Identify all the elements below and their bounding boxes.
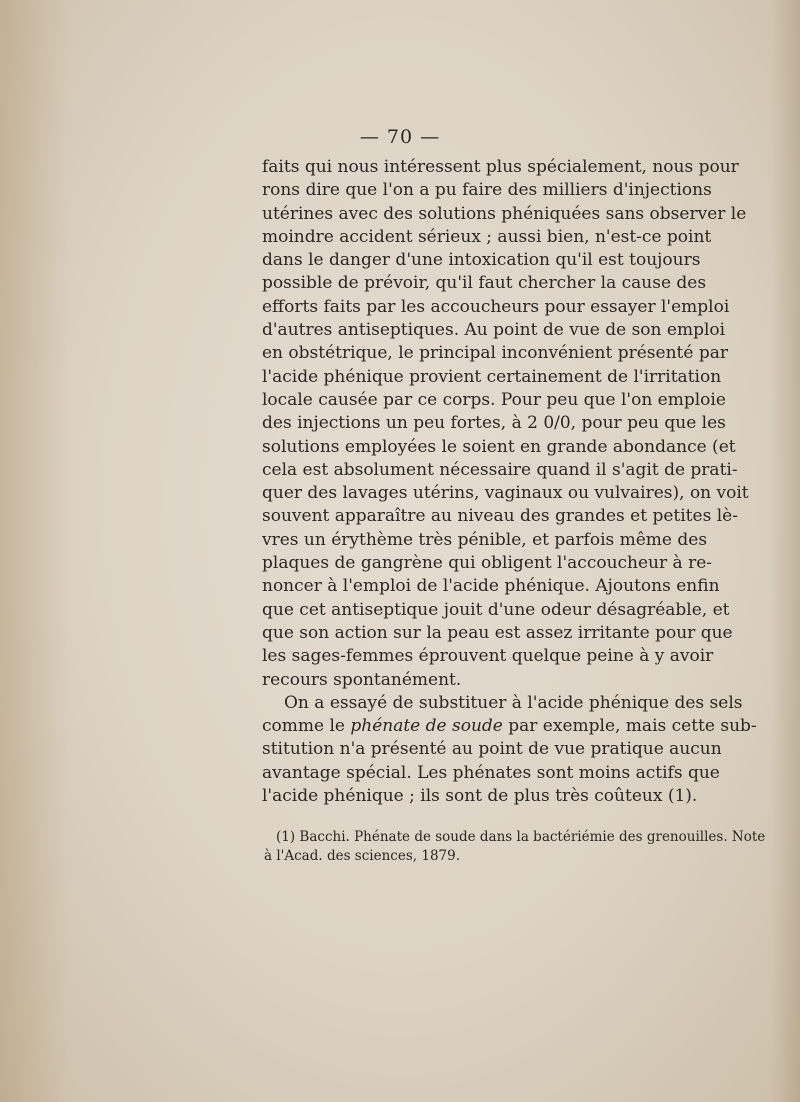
text-line: avantage spécial. Les phénates sont moins actifs que bbox=[262, 762, 720, 783]
text-line: locale causée par ce corps. Pour peu que l'on emploie bbox=[262, 389, 726, 410]
text-line: solutions employées le soient en grande abondance (et bbox=[262, 436, 736, 457]
text-line: recours spontanément. bbox=[262, 669, 462, 690]
text-line: efforts faits par les accoucheurs pour essayer l'emploi bbox=[262, 296, 730, 317]
footnote-line: (1) Bacchi. Phénate de soude dans la bactériémie des grenouilles. Note bbox=[276, 829, 766, 845]
text-line: noncer à l'emploi de l'acide phénique. Ajoutons enfin bbox=[262, 576, 720, 597]
text-line: vres un érythème très pénible, et parfois même des bbox=[262, 529, 708, 550]
text-line: d'autres antiseptiques. Au point de vue de son emploi bbox=[262, 320, 726, 341]
text-line: que cet antiseptique jouit d'une odeur désagréable, et bbox=[262, 599, 730, 620]
text-line bbox=[262, 715, 757, 738]
text-line: cela est absolument nécessaire quand il s'agit de prati- bbox=[262, 459, 738, 480]
page-edge-shadow-left bbox=[0, 0, 70, 1102]
text-line: quer des lavages utérins, vaginaux ou vulvaires), on voit bbox=[262, 483, 749, 504]
footnote-line: à l'Acad. des sciences, 1879. bbox=[264, 848, 461, 864]
text-line: On a essayé de substituer à l'acide phénique des sels bbox=[284, 692, 743, 713]
body-text bbox=[262, 156, 757, 808]
text-fragment: par exemple, mais cette sub- bbox=[502, 716, 757, 737]
footnote bbox=[264, 828, 766, 866]
italic-term: phénate de soude bbox=[350, 716, 503, 737]
text-line: les sages-femmes éprouvent quelque peine à y avoir bbox=[262, 646, 714, 667]
text-line: possible de prévoir, qu'il faut chercher la cause des bbox=[262, 273, 707, 294]
text-line: des injections un peu fortes, à 2 0/0, pour peu que les bbox=[262, 413, 726, 434]
text-line: en obstétrique, le principal inconvénient présenté par bbox=[262, 343, 728, 364]
page-number: — 70 — bbox=[359, 126, 441, 148]
text-line: l'acide phénique ; ils sont de plus très coûteux (1). bbox=[262, 786, 698, 807]
text-line: plaques de gangrène qui obligent l'accoucheur à re- bbox=[262, 553, 713, 574]
text-line: faits qui nous intéressent plus spécialement, nous pour bbox=[262, 157, 739, 177]
text-line: utérines avec des solutions phéniquées sans observer le bbox=[262, 203, 747, 224]
text-line: dans le danger d'une intoxication qu'il est toujours bbox=[262, 250, 701, 271]
page-edge-shadow-right bbox=[770, 0, 800, 1102]
text-line: que son action sur la peau est assez irritante pour que bbox=[262, 622, 733, 643]
text-line: rons dire que l'on a pu faire des milliers d'injections bbox=[262, 180, 712, 201]
text-fragment: comme le bbox=[262, 716, 351, 737]
text-line: l'acide phénique provient certainement de l'irritation bbox=[262, 366, 722, 387]
text-line: stitution n'a présenté au point de vue pratique aucun bbox=[262, 739, 722, 760]
text-line: souvent apparaître au niveau des grandes et petites lè- bbox=[262, 506, 738, 527]
text-line: moindre accident sérieux ; aussi bien, n'est-ce point bbox=[262, 226, 712, 247]
